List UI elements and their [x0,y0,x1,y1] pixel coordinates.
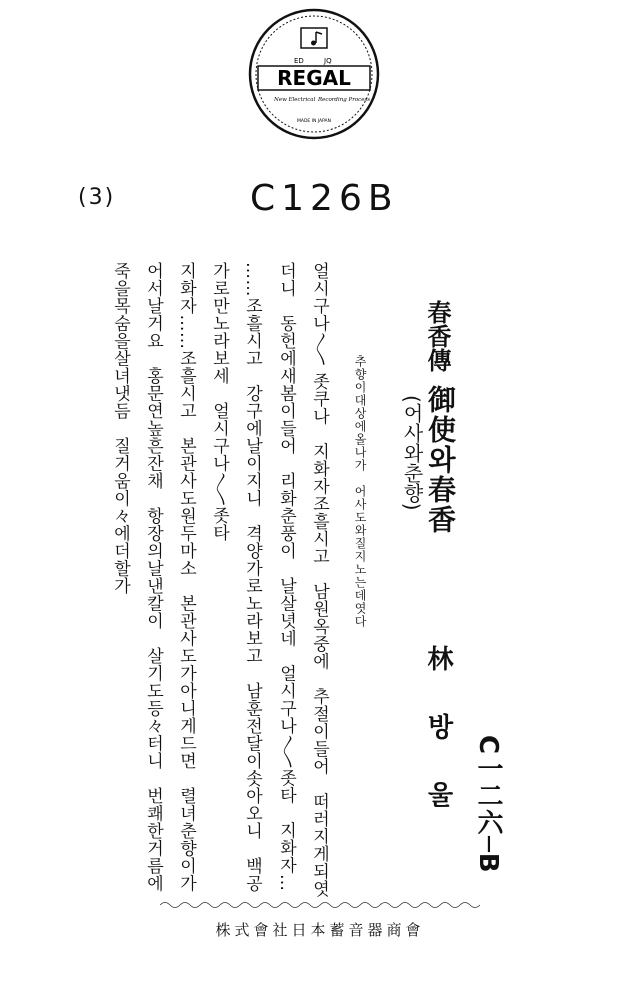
footer-divider [160,900,480,910]
logo-sub-left: New Electrical [274,97,316,103]
logo-small-left: ED [294,57,304,65]
catalog-number-vertical: C一二六─B [473,735,503,874]
company-name: 株式會社日本蓄音器商會 [215,921,425,939]
lyric-line: ……조흘시고 강구에날이지니 격양가로노라보고 남훈전달이솟아오니 백공 [242,262,262,892]
logo-small-right: JQ [324,57,332,65]
scene-note: 추향이대상에올나가 어사도와질지노는데엿다 [353,355,367,628]
lyric-line: 얼시구나〳〵 좃쿠나 지화자조흘시고 남원옥중에 추절이들어 떠러지게되엿 [309,262,329,898]
logo-bottom: MADE IN JAPAN [296,119,332,124]
performer-name: 林방울 [423,645,453,849]
song-subtitle: (어사와춘향) [400,395,424,511]
logo-sub-right: Recording Process [318,97,371,103]
catalog-number: C126B [250,178,399,219]
lyric-line: 지화자……조흘시고 본관사도원두마소 본관사도가아니게드면 렬녀춘향이가 [176,262,196,892]
lyric-line: 더니 동헌에새봄이들어 리화춘풍이 날살녓네 얼시구나〳〵좃타 지화자… [276,262,296,892]
lyric-line: 어서날거요 홍문연높흔잔채 항장의날낸칼이 살기도등々터니 번쾌한거름에 [143,262,163,892]
lyric-line: 가로만노라보세 얼시구나〳〵좃타 [209,262,229,542]
page-number: (3) [78,185,116,210]
logo-brand: REGAL [277,66,351,90]
genre-title: 春香傳 [423,300,452,372]
song-title: 御使와春香 [424,385,457,535]
regal-logo [246,6,382,142]
lyric-line: 죽을목숨을살녀냇듬 질거움이々에더할가 [110,262,130,595]
